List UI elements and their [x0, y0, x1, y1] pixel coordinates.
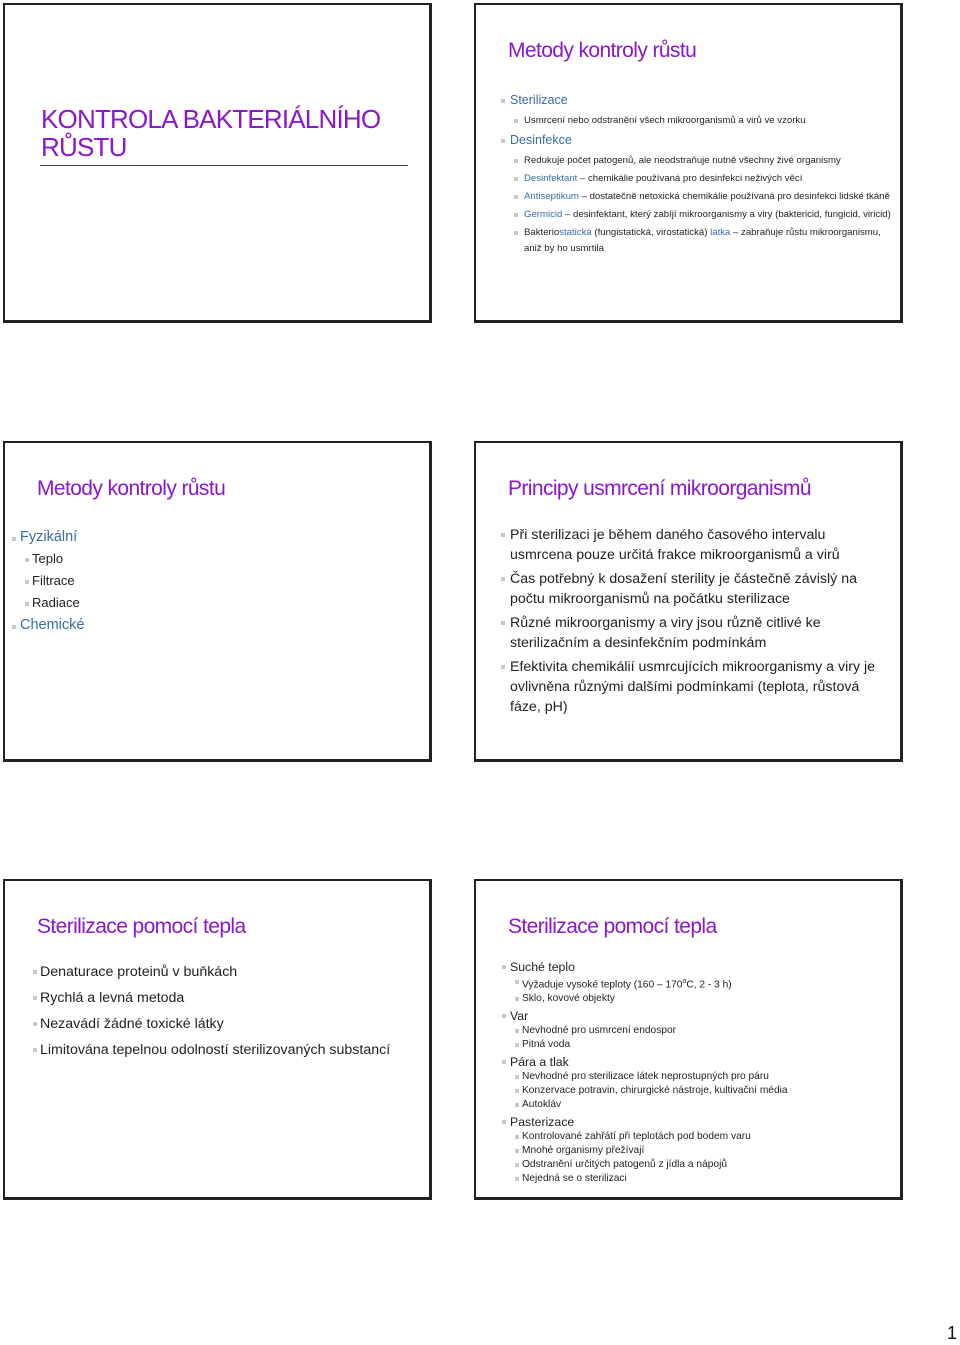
list-item: Suché teplo	[502, 959, 894, 975]
term: Germicid	[524, 209, 563, 220]
list-item: Pára a tlak	[502, 1054, 894, 1070]
slide-title: Sterilizace pomocí tepla	[37, 915, 246, 938]
list-item: Nejedná se o sterilizaci	[502, 1172, 894, 1186]
list-item: Rychlá a levná metoda	[33, 987, 432, 1009]
text: C, 2 - 3 h)	[686, 979, 732, 991]
list-item: Při sterilizaci je během daného časového intervalu usmrcena pouze určitá frakce mikroorganismů a virů	[501, 525, 886, 565]
list-item: Usmrcení nebo odstranění všech mikroorganismů a virů ve vzorku	[500, 113, 892, 129]
bullet-list	[33, 961, 432, 1065]
term: látka	[710, 227, 731, 238]
list-item: Pitná voda	[502, 1038, 894, 1052]
list-item: Denaturace proteinů v buňkách	[33, 961, 432, 983]
term: Desinfektant	[524, 173, 578, 184]
list-item: Autokláv	[502, 1098, 894, 1112]
bullet-list	[501, 525, 886, 721]
list-item: Různé mikroorganismy a viry jsou různě citlivé ke sterilizačním a desinfekčním podmínkám	[501, 613, 886, 653]
list-item	[500, 225, 892, 257]
term-variants: (fungistatická, virostatická)	[591, 227, 711, 238]
list-item: Desinfekce	[500, 133, 892, 147]
term-definition: – chemikálie používaná pro desinfekci neživých věcí	[577, 173, 803, 184]
slide-2	[474, 3, 903, 323]
slide-3	[3, 441, 432, 762]
list-item: Filtrace	[12, 573, 392, 588]
list-item	[502, 975, 894, 992]
slide-title: Metody kontroly růstu	[37, 477, 226, 500]
term-prefix: Bakterio	[524, 227, 560, 238]
list-item: Var	[502, 1008, 894, 1024]
text: Vyžaduje vysoké teploty (160 – 170	[522, 979, 683, 991]
list-item	[500, 171, 892, 187]
bullet-list	[12, 529, 392, 639]
cover-title-rule	[40, 165, 408, 166]
list-item: Kontrolované zahřátí při teplotách pod bodem varu	[502, 1130, 894, 1144]
slide-title: Metody kontroly růstu	[508, 39, 697, 62]
list-item: Nevhodné pro usmrcení endospor	[502, 1024, 894, 1038]
bullet-list	[500, 89, 892, 259]
list-item: Radiace	[12, 595, 392, 610]
bullet-list	[502, 957, 894, 1186]
list-item: Pasterizace	[502, 1114, 894, 1130]
slide-5	[3, 879, 432, 1200]
list-item: Limitována tepelnou odolností sterilizovaných substancí	[33, 1039, 432, 1061]
term: statická	[559, 227, 592, 238]
list-item: Konzervace potravin, chirurgické nástroje, kultivační média	[502, 1084, 894, 1098]
term-definition: – dostatečně netoxická chemikálie používaná pro desinfekci lidské tkáně	[578, 191, 890, 202]
cover-title: KONTROLA BAKTERIÁLNÍHO RŮSTU	[41, 104, 381, 162]
list-item: Chemické	[12, 617, 392, 633]
term: Antiseptikum	[524, 191, 579, 202]
list-item: Odstranění určitých patogenů z jídla a nápojů	[502, 1158, 894, 1172]
degree-mark: o	[682, 978, 687, 985]
list-item: Nevhodné pro sterilizace látek neprostupných pro páru	[502, 1070, 894, 1084]
term-definition: – desinfektant, který zabíjí mikroorganismy a viry (baktericid, fungicid, viricid)	[562, 209, 891, 220]
list-item	[500, 189, 892, 205]
list-item: Efektivita chemikálií usmrcujících mikroorganismy a viry je ovlivněna různými dalšími podmínkami (teplota, růstová fáze, pH)	[501, 657, 886, 717]
list-item: Fyzikální	[12, 529, 392, 545]
list-item: Čas potřebný k dosažení sterility je částečně závislý na počtu mikroorganismů na počátku sterilizace	[501, 569, 886, 609]
list-item: Sklo, kovové objekty	[502, 992, 894, 1006]
slide-1	[3, 3, 432, 323]
slide-title: Sterilizace pomocí tepla	[508, 915, 717, 938]
list-item: Nezavádí žádné toxické látky	[33, 1013, 432, 1035]
list-item: Sterilizace	[500, 93, 892, 107]
page-number: 1	[947, 1323, 958, 1343]
term-definition: – zabraňuje růstu mikroorganismu, aniž by ho usmrtila	[524, 227, 881, 254]
list-item: Mnohé organismy přežívají	[502, 1144, 894, 1158]
slide-title: Principy usmrcení mikroorganismů	[508, 477, 811, 500]
list-item: Teplo	[12, 551, 392, 566]
list-item	[500, 207, 892, 223]
slide-6	[474, 879, 903, 1200]
list-item: Redukuje počet patogenů, ale neodstraňuje nutně všechny živé organismy	[500, 153, 892, 169]
slide-4	[474, 441, 903, 762]
